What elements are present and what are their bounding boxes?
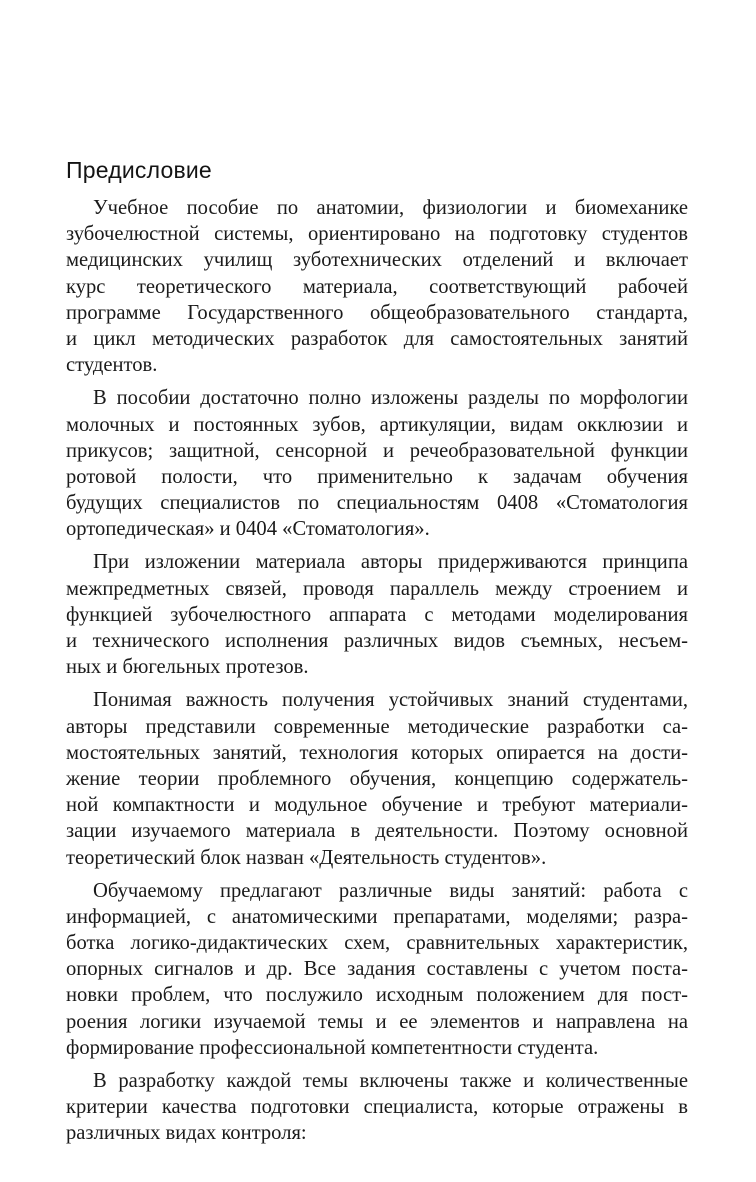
paragraph-4 [66, 687, 688, 870]
text-line: программе Государственного общеобразовательного стандарта, [66, 301, 688, 324]
text-line: В пособии достаточно полно изложены разделы по морфологии [93, 387, 688, 410]
text-line: межпредметных связей, проводя параллель между строением и [66, 577, 688, 600]
text-line: ных и бюгельных протезов. [66, 656, 309, 679]
text-line: ортопедическая» и 0404 «Стоматология». [66, 518, 430, 541]
text-line: теоретический блок назван «Деятельность студентов». [66, 846, 547, 869]
text-line: зации изучаемого материала в деятельности. Поэтому основной [66, 820, 688, 843]
paragraph-3 [66, 549, 688, 680]
text-line: будущих специалистов по специальностям 0408 «Стоматология [66, 492, 688, 515]
text-line: опорных сигналов и др. Все задания составлены с учетом поста- [66, 958, 688, 981]
text-line: авторы представили современные методические разработки са- [66, 715, 688, 738]
section-heading: Предисловие [66, 157, 212, 183]
text-line: функцией зубочелюстного аппарата с методами моделирования [66, 603, 688, 626]
text-line: ботка логико-дидактических схем, сравнительных характеристик, [66, 932, 688, 955]
text-line: медицинских училищ зуботехнических отделений и включает [66, 249, 688, 272]
text-line: Обучаемому предлагают различные виды занятий: работа с [93, 879, 688, 902]
text-line: ной компактности и модульное обучение и требуют материали- [66, 794, 688, 817]
text-line: информацией, с анатомическими препаратами, моделями; разра- [66, 905, 688, 928]
text-line: студентов. [66, 354, 158, 377]
text-line: различных видах контроля: [66, 1122, 307, 1145]
text-line: новки проблем, что послужило исходным положением для пост- [66, 984, 688, 1007]
text-line: формирование профессиональной компетентности студента. [66, 1036, 599, 1059]
text-line: прикусов; защитной, сенсорной и речеобразовательной функции [66, 439, 688, 462]
text-line: ротовой полости, что применительно к задачам обучения [66, 465, 688, 488]
paragraph-1 [66, 195, 688, 378]
text-line: и технического исполнения различных видов съемных, несъем- [66, 630, 688, 652]
text-line: роения логики изучаемой темы и ее элементов и направлена на [66, 1010, 688, 1033]
paragraph-2 [66, 385, 688, 542]
text-line: Понимая важность получения устойчивых знаний студентами, [93, 689, 688, 712]
body-text [66, 195, 688, 1154]
text-line: Учебное пособие по анатомии, физиологии и биомеханике [93, 197, 688, 219]
text-line: жение теории проблемного обучения, концепцию содержатель- [66, 767, 688, 790]
text-line: и цикл методических разработок для самостоятельных занятий [66, 327, 688, 350]
paragraph-5 [66, 878, 688, 1061]
text-line: критерии качества подготовки специалиста, которые отражены в [66, 1096, 688, 1119]
text-line: зубочелюстной системы, ориентировано на подготовку студентов [66, 223, 688, 246]
text-line: При изложении материала авторы придерживаются принципа [93, 551, 688, 574]
paragraph-6 [66, 1068, 688, 1147]
text-line: курс теоретического материала, соответствующий рабочей [66, 275, 688, 298]
text-line: В разработку каждой темы включены также и количественные [93, 1070, 688, 1092]
text-line: молочных и постоянных зубов, артикуляции, видам окклюзии и [66, 413, 688, 436]
text-line: мостоятельных занятий, технология которых опирается на дости- [66, 741, 688, 764]
